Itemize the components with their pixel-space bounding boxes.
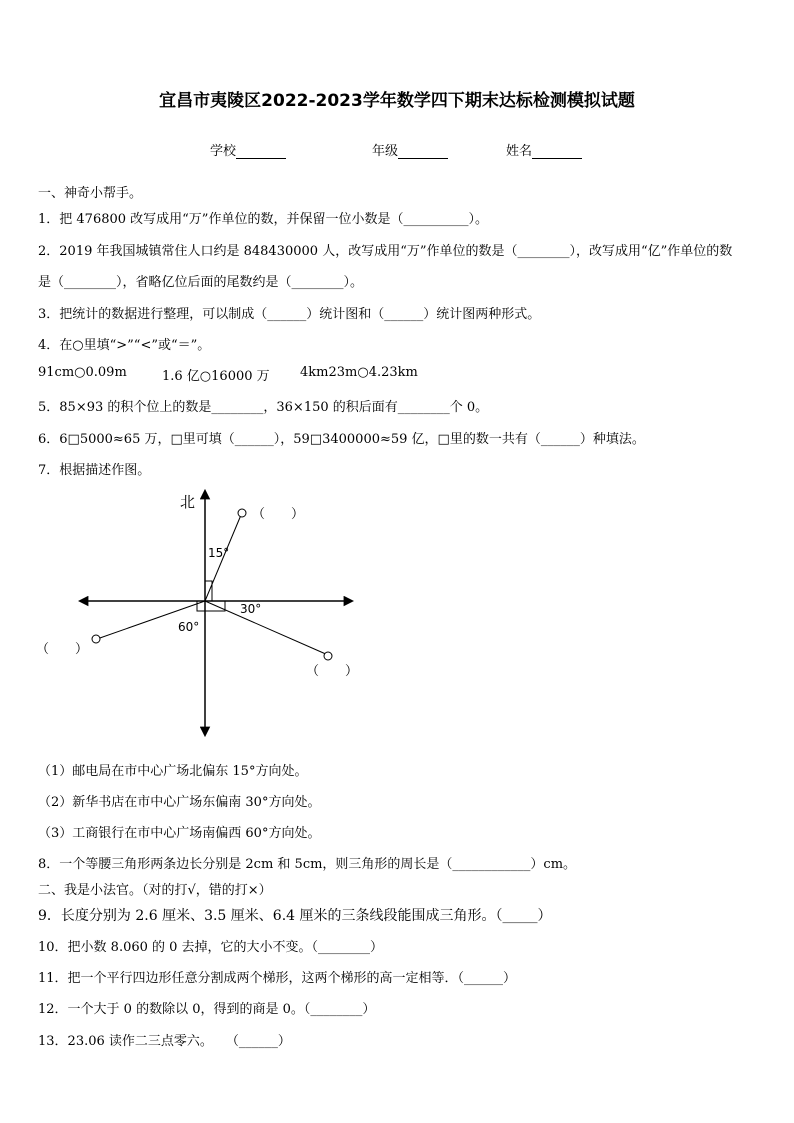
question-8: 8．一个等腰三角形两条边长分别是 2cm 和 5cm，则三角形的周长是（____________）cm。 <box>38 857 577 872</box>
question-4-item-3: 4km23m○4.23km <box>300 365 418 380</box>
direction-diagram <box>30 485 380 745</box>
question-4-item-1: 91cm○0.09m <box>38 365 127 380</box>
question-11: 11．把一个平行四边形任意分割成两个梯形，这两个梯形的高一定相等．（______） <box>38 971 517 986</box>
name-label: 姓名 <box>506 144 533 159</box>
question-12: 12．一个大于 0 的数除以 0，得到的商是 0。（________） <box>38 1002 376 1017</box>
bank-paren: （ ） <box>36 642 89 657</box>
grade-field <box>372 140 448 159</box>
school-label: 学校 <box>210 144 237 159</box>
question-7-part-3: （3）工商银行在市中心广场南偏西 60°方向处。 <box>38 826 321 841</box>
angle-15-label: 15° <box>208 546 230 560</box>
section-2-heading: 二、我是小法官。（对的打√，错的打×） <box>38 883 272 898</box>
bookstore-ray <box>205 601 328 655</box>
school-blank[interactable] <box>236 145 286 159</box>
page-title: 宜昌市夷陵区2022-2023学年数学四下期末达标检测模拟试题 <box>159 91 635 111</box>
grade-label: 年级 <box>372 144 399 159</box>
question-3: 3．把统计的数据进行整理，可以制成（______）统计图和（______）统计图两种形式。 <box>38 307 541 322</box>
name-field <box>506 140 582 159</box>
question-6: 6．6□5000≈65 万，□里可填（______），59□3400000≈59 亿，□里的数一共有（______）种填法。 <box>38 432 645 447</box>
bank-point <box>92 635 100 643</box>
question-4: 4．在○里填“>”“<”或“＝”。 <box>38 338 211 353</box>
post-office-point <box>238 509 246 517</box>
question-7-part-1: （1）邮电局在市中心广场北偏东 15°方向处。 <box>38 764 308 779</box>
school-field <box>210 140 286 159</box>
bookstore-point <box>324 652 332 660</box>
section-1-heading: 一、神奇小帮手。 <box>38 186 143 201</box>
angle-30-label: 30° <box>240 602 262 616</box>
post-office-paren: （ ） <box>252 507 305 522</box>
question-2-line-1: 2．2019 年我国城镇常住人口约是 848430000 人，改写成用“万”作单位的数是（________），改写成用“亿”作单位的数 <box>38 244 733 259</box>
name-blank[interactable] <box>532 145 582 159</box>
grade-blank[interactable] <box>398 145 448 159</box>
bookstore-paren: （ ） <box>306 664 359 679</box>
question-13: 13．23.06 读作二三点零六。 （______） <box>38 1034 291 1049</box>
question-7-part-2: （2）新华书店在市中心广场东偏南 30°方向处。 <box>38 795 321 810</box>
question-10: 10．把小数 8.060 的 0 去掉，它的大小不变。（________） <box>38 940 384 955</box>
question-9: 9．长度分别为 2.6 厘米、3.5 厘米、6.4 厘米的三条线段能围成三角形。（_____） <box>38 908 552 924</box>
north-label: 北 <box>180 493 196 511</box>
angle-60-label: 60° <box>178 620 200 634</box>
question-5: 5．85×93 的积个位上的数是________，36×150 的积后面有________个 0。 <box>38 400 489 415</box>
question-7: 7．根据描述作图。 <box>38 463 151 478</box>
question-1: 1．把 476800 改写成用“万”作单位的数，并保留一位小数是（__________）。 <box>38 212 488 227</box>
question-4-item-2: 1.6 亿○16000 万 <box>162 369 270 384</box>
question-2-line-2: 是（________），省略亿位后面的尾数约是（________）。 <box>38 275 364 290</box>
